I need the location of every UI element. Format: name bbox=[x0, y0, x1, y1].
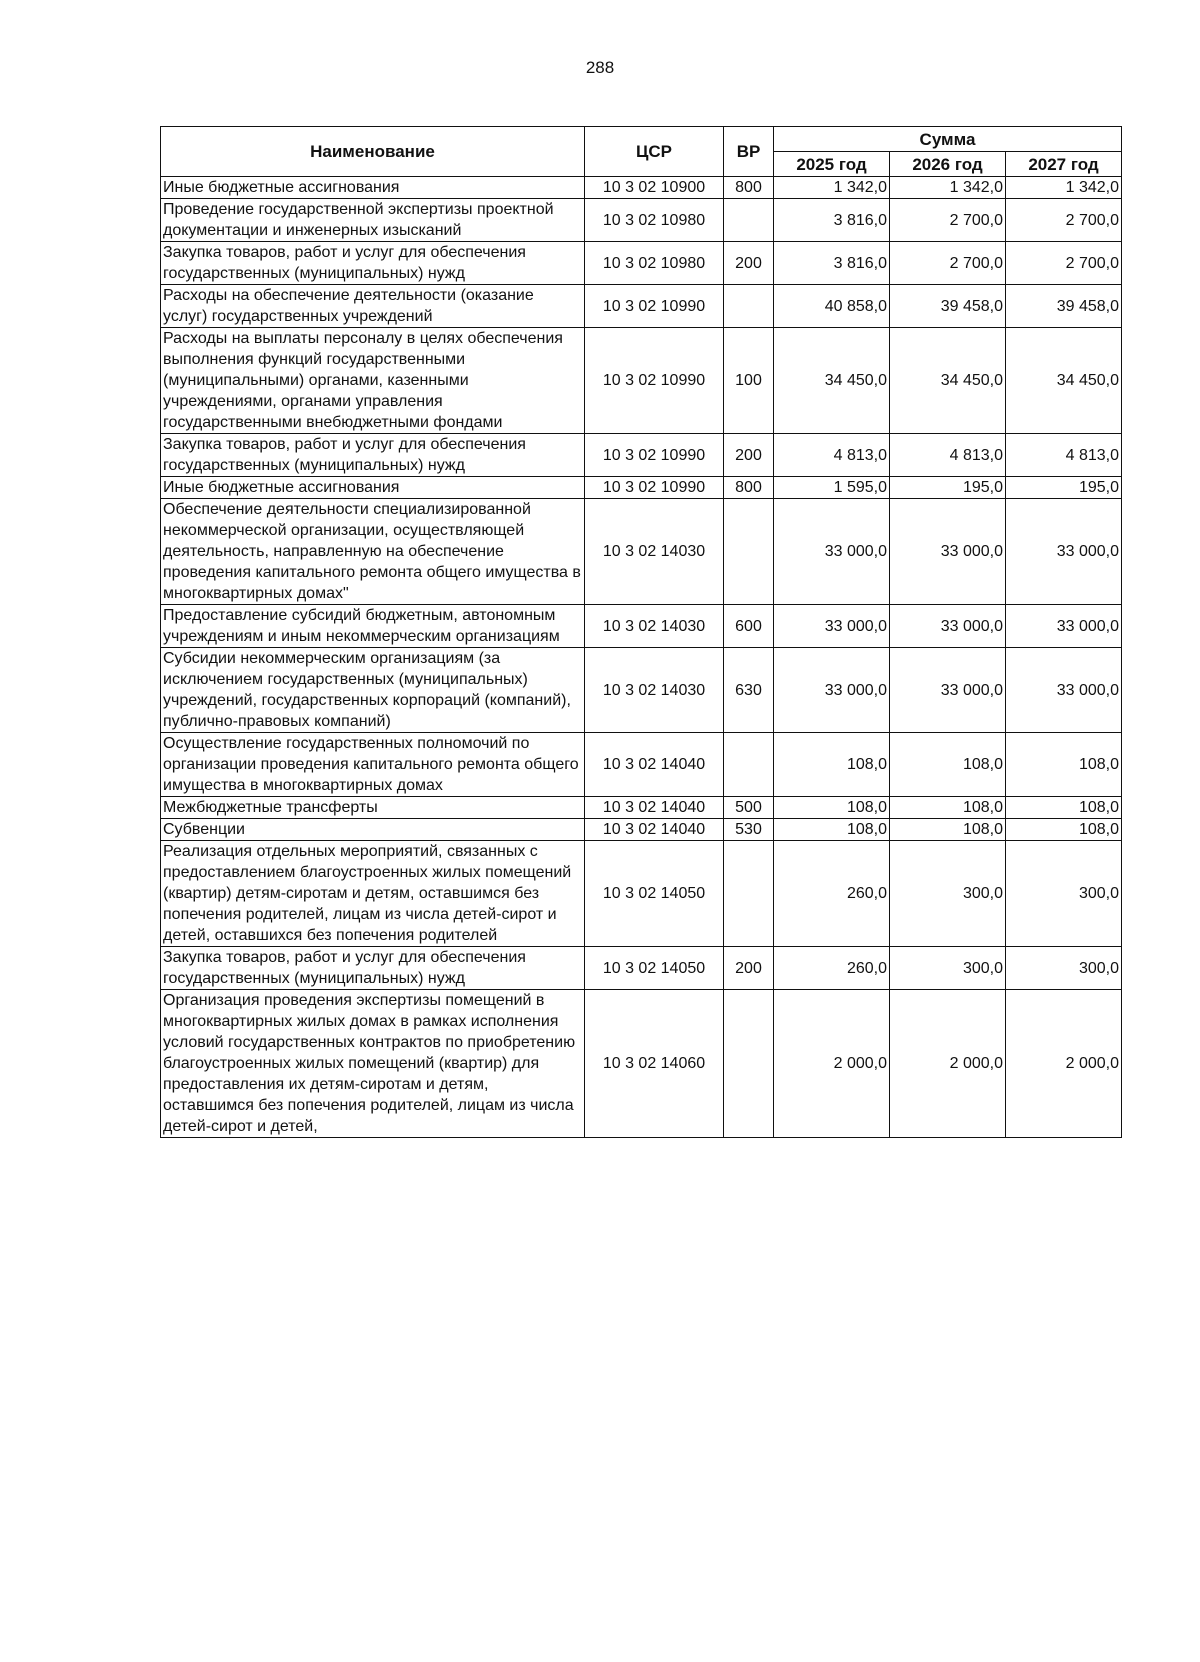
cell-y2027: 300,0 bbox=[1006, 947, 1122, 990]
cell-csr: 10 3 02 14050 bbox=[585, 947, 724, 990]
table-row bbox=[161, 242, 1122, 285]
cell-csr: 10 3 02 14030 bbox=[585, 605, 724, 648]
page-number: 288 bbox=[585, 58, 615, 77]
cell-y2025: 3 816,0 bbox=[774, 242, 890, 285]
cell-csr: 10 3 02 14040 bbox=[585, 819, 724, 841]
cell-y2026: 108,0 bbox=[890, 819, 1006, 841]
header-sum: Сумма bbox=[774, 127, 1122, 152]
cell-csr: 10 3 02 14030 bbox=[585, 499, 724, 605]
cell-y2025: 33 000,0 bbox=[774, 499, 890, 605]
table-row bbox=[161, 434, 1122, 477]
cell-vr bbox=[724, 733, 774, 797]
cell-y2025: 33 000,0 bbox=[774, 605, 890, 648]
cell-y2025: 3 816,0 bbox=[774, 199, 890, 242]
table-body bbox=[161, 177, 1122, 1138]
cell-vr: 600 bbox=[724, 605, 774, 648]
table-row bbox=[161, 328, 1122, 434]
cell-csr: 10 3 02 10900 bbox=[585, 177, 724, 199]
cell-y2027: 108,0 bbox=[1006, 819, 1122, 841]
cell-y2025: 260,0 bbox=[774, 841, 890, 947]
table-row bbox=[161, 605, 1122, 648]
cell-y2027: 108,0 bbox=[1006, 733, 1122, 797]
cell-y2026: 2 700,0 bbox=[890, 242, 1006, 285]
cell-csr: 10 3 02 10990 bbox=[585, 434, 724, 477]
header-year-2027: 2027 год bbox=[1006, 152, 1122, 177]
cell-y2027: 2 700,0 bbox=[1006, 199, 1122, 242]
cell-vr bbox=[724, 841, 774, 947]
cell-y2027: 108,0 bbox=[1006, 797, 1122, 819]
cell-y2027: 33 000,0 bbox=[1006, 605, 1122, 648]
cell-y2025: 108,0 bbox=[774, 819, 890, 841]
table-row bbox=[161, 199, 1122, 242]
cell-y2026: 4 813,0 bbox=[890, 434, 1006, 477]
table-row bbox=[161, 841, 1122, 947]
cell-vr: 100 bbox=[724, 328, 774, 434]
table-header bbox=[161, 127, 1122, 177]
cell-y2027: 195,0 bbox=[1006, 477, 1122, 499]
cell-vr bbox=[724, 285, 774, 328]
cell-csr: 10 3 02 10980 bbox=[585, 242, 724, 285]
cell-vr: 800 bbox=[724, 177, 774, 199]
cell-y2026: 2 700,0 bbox=[890, 199, 1006, 242]
cell-name: Организация проведения экспертизы помещений в многоквартирных жилых домах в рамках исполнения условий государственных контрактов по приобретению благоустроенных жилых помещений (квартир) для предоставления их детям-сиротам и детям, оставшимся без попечения родителей, лицам из числа детей-сирот и детей, bbox=[161, 990, 585, 1138]
cell-vr: 200 bbox=[724, 242, 774, 285]
cell-y2027: 34 450,0 bbox=[1006, 328, 1122, 434]
cell-name: Закупка товаров, работ и услуг для обеспечения государственных (муниципальных) нужд bbox=[161, 947, 585, 990]
cell-csr: 10 3 02 14050 bbox=[585, 841, 724, 947]
table-row bbox=[161, 990, 1122, 1138]
cell-y2025: 33 000,0 bbox=[774, 648, 890, 733]
cell-y2027: 4 813,0 bbox=[1006, 434, 1122, 477]
cell-csr: 10 3 02 14060 bbox=[585, 990, 724, 1138]
cell-csr: 10 3 02 10990 bbox=[585, 328, 724, 434]
cell-name: Субсидии некоммерческим организациям (за исключением государственных (муниципальных) учреждений, государственных корпораций (компаний), публично-правовых компаний) bbox=[161, 648, 585, 733]
cell-vr: 530 bbox=[724, 819, 774, 841]
header-vr: ВР bbox=[724, 127, 774, 177]
cell-csr: 10 3 02 14030 bbox=[585, 648, 724, 733]
cell-name: Предоставление субсидий бюджетным, автономным учреждениям и иным некоммерческим организациям bbox=[161, 605, 585, 648]
cell-y2025: 108,0 bbox=[774, 797, 890, 819]
cell-csr: 10 3 02 10990 bbox=[585, 285, 724, 328]
cell-y2026: 34 450,0 bbox=[890, 328, 1006, 434]
cell-csr: 10 3 02 14040 bbox=[585, 733, 724, 797]
cell-vr: 630 bbox=[724, 648, 774, 733]
table-row bbox=[161, 499, 1122, 605]
cell-name: Расходы на выплаты персоналу в целях обеспечения выполнения функций государственными (муниципальными) органами, казенными учреждениями, органами управления государственными внебюджетными фондами bbox=[161, 328, 585, 434]
cell-y2026: 300,0 bbox=[890, 841, 1006, 947]
cell-vr: 200 bbox=[724, 434, 774, 477]
cell-y2026: 300,0 bbox=[890, 947, 1006, 990]
header-year-2026: 2026 год bbox=[890, 152, 1006, 177]
cell-csr: 10 3 02 14040 bbox=[585, 797, 724, 819]
cell-name: Субвенции bbox=[161, 819, 585, 841]
table-row bbox=[161, 733, 1122, 797]
cell-y2026: 108,0 bbox=[890, 797, 1006, 819]
header-year-2025: 2025 год bbox=[774, 152, 890, 177]
cell-y2026: 108,0 bbox=[890, 733, 1006, 797]
cell-y2026: 33 000,0 bbox=[890, 648, 1006, 733]
cell-y2027: 33 000,0 bbox=[1006, 648, 1122, 733]
cell-name: Межбюджетные трансферты bbox=[161, 797, 585, 819]
header-csr: ЦСР bbox=[585, 127, 724, 177]
cell-name: Реализация отдельных мероприятий, связанных с предоставлением благоустроенных жилых помещений (квартир) детям-сиротам и детям, оставшимся без попечения родителей, лицам из числа детей-сирот и детей, оставшихся без попечения родителей bbox=[161, 841, 585, 947]
cell-y2027: 1 342,0 bbox=[1006, 177, 1122, 199]
cell-y2027: 33 000,0 bbox=[1006, 499, 1122, 605]
cell-name: Обеспечение деятельности специализированной некоммерческой организации, осуществляющей деятельность, направленную на обеспечение проведения капитального ремонта общего имущества в многоквартирных домах" bbox=[161, 499, 585, 605]
cell-y2025: 40 858,0 bbox=[774, 285, 890, 328]
cell-vr bbox=[724, 499, 774, 605]
cell-y2026: 39 458,0 bbox=[890, 285, 1006, 328]
cell-vr: 500 bbox=[724, 797, 774, 819]
cell-y2025: 4 813,0 bbox=[774, 434, 890, 477]
cell-y2025: 1 342,0 bbox=[774, 177, 890, 199]
cell-y2025: 260,0 bbox=[774, 947, 890, 990]
table-row bbox=[161, 797, 1122, 819]
cell-vr: 200 bbox=[724, 947, 774, 990]
cell-vr: 800 bbox=[724, 477, 774, 499]
cell-name: Закупка товаров, работ и услуг для обеспечения государственных (муниципальных) нужд bbox=[161, 434, 585, 477]
cell-y2027: 2 700,0 bbox=[1006, 242, 1122, 285]
cell-y2025: 2 000,0 bbox=[774, 990, 890, 1138]
cell-name: Иные бюджетные ассигнования bbox=[161, 177, 585, 199]
table-row bbox=[161, 648, 1122, 733]
cell-y2025: 108,0 bbox=[774, 733, 890, 797]
cell-y2027: 300,0 bbox=[1006, 841, 1122, 947]
cell-y2026: 2 000,0 bbox=[890, 990, 1006, 1138]
cell-name: Расходы на обеспечение деятельности (оказание услуг) государственных учреждений bbox=[161, 285, 585, 328]
table-row bbox=[161, 947, 1122, 990]
cell-name: Осуществление государственных полномочий по организации проведения капитального ремонта общего имущества в многоквартирных домах bbox=[161, 733, 585, 797]
cell-y2025: 34 450,0 bbox=[774, 328, 890, 434]
table-row bbox=[161, 477, 1122, 499]
cell-vr bbox=[724, 199, 774, 242]
table-row bbox=[161, 819, 1122, 841]
cell-y2027: 2 000,0 bbox=[1006, 990, 1122, 1138]
cell-y2025: 1 595,0 bbox=[774, 477, 890, 499]
cell-vr bbox=[724, 990, 774, 1138]
cell-name: Проведение государственной экспертизы проектной документации и инженерных изысканий bbox=[161, 199, 585, 242]
budget-table bbox=[160, 126, 1122, 1138]
cell-y2026: 33 000,0 bbox=[890, 499, 1006, 605]
cell-y2026: 195,0 bbox=[890, 477, 1006, 499]
header-name: Наименование bbox=[161, 127, 585, 177]
cell-y2027: 39 458,0 bbox=[1006, 285, 1122, 328]
cell-csr: 10 3 02 10980 bbox=[585, 199, 724, 242]
cell-name: Закупка товаров, работ и услуг для обеспечения государственных (муниципальных) нужд bbox=[161, 242, 585, 285]
cell-csr: 10 3 02 10990 bbox=[585, 477, 724, 499]
cell-name: Иные бюджетные ассигнования bbox=[161, 477, 585, 499]
cell-y2026: 33 000,0 bbox=[890, 605, 1006, 648]
cell-y2026: 1 342,0 bbox=[890, 177, 1006, 199]
table-row bbox=[161, 285, 1122, 328]
table-row bbox=[161, 177, 1122, 199]
